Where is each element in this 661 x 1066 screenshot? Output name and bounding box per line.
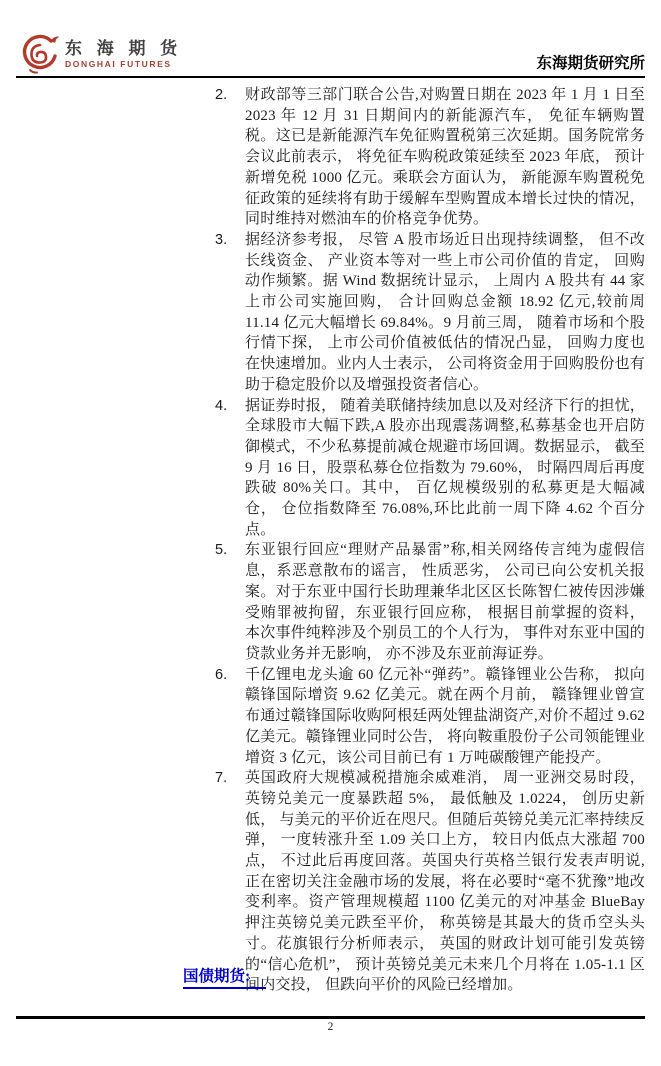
item-number: 4. bbox=[215, 397, 228, 414]
item-text: 英国政府大规模减税措施余威难消， 周一亚洲交易时段， 英镑兑美元一度暴跌超 5%， 最低触及 1.0224， 创历史新低， 与美元的平价近在咫尺。但随后英镑兑美元汇率持续反弹， 一度转涨升至 1.09 关口上方， 较日内低点大涨超 700 点， 不过此后再度回落。英国央行英格兰银行发表声明说,正在密切关注金融市场的发展，将在必要时“毫不犹豫”地改变利率。资产管理规模超 1100 亿美元的对冲基金 BlueBay 押注英镑兑美元跌至平价， 称英镑是其最大的货币空头头寸。花旗银行分析师表示， 英国的财政计划可能引发英镑的“信心危机”， 预计英镑兑美元未来几个月将在 1.05-1.1 区间内交投， 但跌向平价的风险已经增加。 bbox=[245, 770, 645, 994]
page-number: 2 bbox=[327, 1021, 334, 1033]
item-number: 3. bbox=[215, 231, 228, 248]
dragon-circle-icon bbox=[18, 31, 60, 77]
news-item-4 bbox=[215, 396, 645, 541]
item-text: 据经济参考报， 尽管 A 股市场近日出现持续调整， 但不改长线资金、 产业资本等对一些上市公司价值的肯定， 回购动作频繁。据 Wind 数据统计显示， 上周内 A 股共有 44 家上市公司实施回购， 合计回购总金额 18.92 亿元,较前周 11.14 亿元大幅增长 69.84%。9 月前三周， 随着市场和个股行情下探， 上市公司价值被低估的情况凸显， 回购力度也在快速增加。业内人士表示， 公司将资金用于回购股份也有助于稳定股价以及增强投资者信心。 bbox=[245, 231, 645, 393]
logo-text bbox=[65, 39, 182, 70]
news-item-5 bbox=[215, 540, 645, 664]
news-item-2 bbox=[215, 85, 645, 230]
item-number: 5. bbox=[215, 542, 228, 559]
item-text: 财政部等三部门联合公告,对购置日期在 2023 年 1 月 1 日至 2023 年 12 月 31 日期间内的新能源汽车， 免征车辆购置税。这已是新能源汽车免征购置税第三次延期。国务院常务会议此前表示， 将免征车购税政策延续至 2023 年底， 预计新增免税 1000 亿元。乘联会方面认为， 新能源车购置税免征政策的延续将有助于缓解车型购置成本增长过快的情况， 同时维持对燃油车的价格竞争优势。 bbox=[245, 87, 645, 228]
header-divider bbox=[16, 76, 645, 78]
item-text: 据证券时报， 随着美联储持续加息以及对经济下行的担忧， 全球股市大幅下跌,A 股亦出现震荡调整,私募基金也开启防御模式，不少私募提前减仓规避市场回调。数据显示， 截至 9 月 16 日，股票私募仓位指数为 79.60%， 时隔四周后再度跌破 80%关口。其中， 百亿规模级别的私募更是大幅减仓， 仓位指数降至 76.08%,环比此前一周下降 4.62 个百分点。 bbox=[245, 397, 645, 538]
institute-title: 东海期货研究所 bbox=[536, 55, 645, 72]
news-list bbox=[215, 85, 645, 996]
item-number: 7. bbox=[215, 770, 228, 787]
footer-divider bbox=[16, 1016, 645, 1019]
news-item-3 bbox=[215, 230, 645, 396]
item-number: 2. bbox=[215, 87, 228, 103]
company-logo bbox=[18, 31, 182, 77]
treasury-futures-section-link[interactable]: 国债期货: bbox=[183, 964, 266, 989]
item-text: 东亚银行回应“理财产品暴雷”称,相关网络传言纯为虚假信息，系恶意散布的谣言， 性质恶劣， 公司已向公安机关报案。对于东亚中国行长助理兼华北区区长陈智仁被传因涉嫌受贿罪被拘留，东亚银行回应称， 根据目前掌握的资料， 本次事件纯粹涉及个别员工的个人行为， 事件对东亚中国的贷款业务并无影响， 亦不涉及东亚前海证券。 bbox=[245, 542, 645, 662]
item-text: 千亿锂电龙头逾 60 亿元补“弹药”。赣锋锂业公告称， 拟向赣锋国际增资 9.62 亿美元。就在两个月前， 赣锋锂业曾宣布通过赣锋国际收购阿根廷两处锂盐湖资产,对价不超过 9.62 亿美元。赣锋锂业同时公告， 将向鞍重股份子公司领能锂业增资 3 亿元，该公司目前已有 1 万吨碳酸锂产能投产。 bbox=[245, 666, 645, 766]
news-item-6 bbox=[215, 665, 645, 769]
logo-name-en: DONGHAI FUTURES bbox=[65, 58, 172, 69]
news-item-7 bbox=[215, 768, 645, 996]
item-number: 6. bbox=[215, 666, 228, 683]
logo-name-cn: 东 海 期 货 bbox=[65, 38, 183, 58]
